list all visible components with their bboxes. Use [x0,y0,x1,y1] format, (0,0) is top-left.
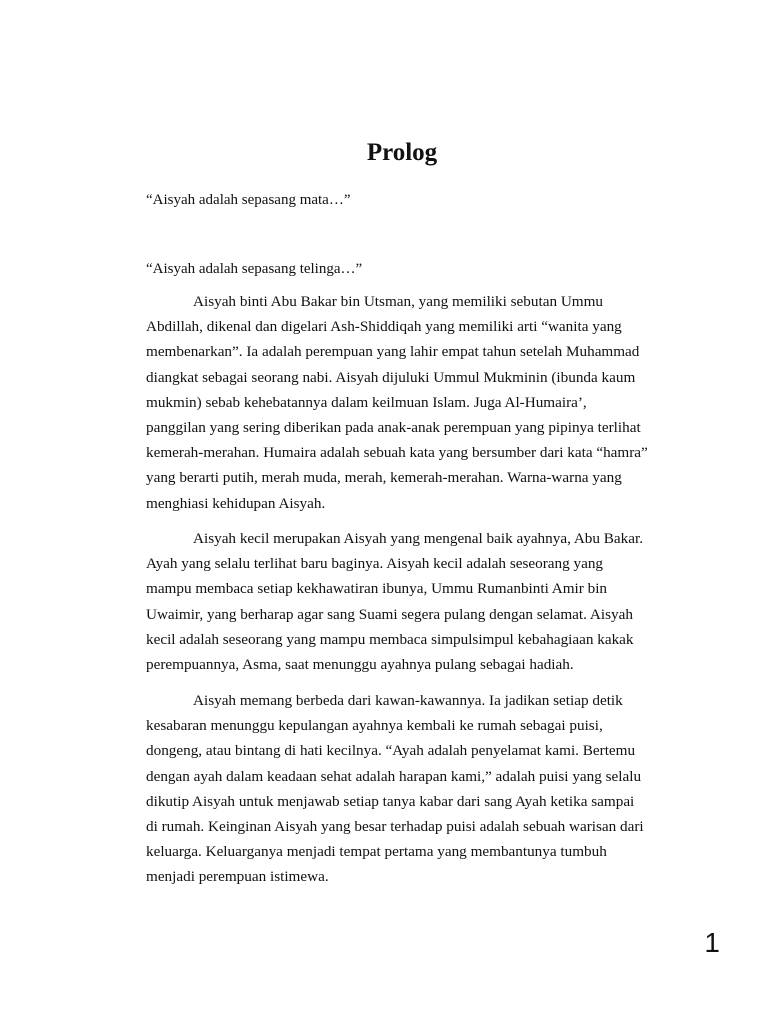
paragraph-aisyah-identity [146,289,666,516]
paragraph-line: dengan ayah dalam keadaan sehat adalah harapan kami,” adalah puisi yang selalu [146,767,642,785]
opening-quote-eyes: “Aisyah adalah sepasang mata…” [146,192,351,208]
paragraph-line: Ayah yang selalu terlihat baru baginya. Aisyah kecil adalah seseorang yang [146,555,604,573]
paragraph-line: membenarkan”. Ia adalah perempuan yang lahir empat tahun setelah Muhammad [146,343,640,361]
paragraph-line: kemerah-merahan. Humaira adalah sebuah kata yang bersumber dari kata “hamra” [146,444,648,462]
paragraph-line: Aisyah binti Abu Bakar bin Utsman, yang memiliki sebutan Ummu [193,293,604,310]
paragraph-line: Abdillah, dikenal dan digelari Ash-Shiddiqah yang memiliki arti “wanita yang [146,318,622,336]
paragraph-line: mukmin) sebab kehebatannya dalam keilmuan Islam. Juga Al-Humaira’, [146,393,587,411]
paragraph-line: di rumah. Keinginan Aisyah yang besar terhadap puisi adalah sebuah warisan dari [146,817,644,835]
paragraph-line: menghiasi kehidupan Aisyah. [146,494,326,512]
paragraph-line: panggilan yang sering diberikan pada anak-anak perempuan yang pipinya terlihat [146,418,641,436]
paragraph-line: dongeng, atau bintang di hati kecilnya. “Ayah adalah penyelamat kami. Bertemu [146,742,636,760]
page-title: Prolog [366,139,438,166]
paragraph-line: Uwaimir, yang berharap agar sang Suami segera pulang dengan selamat. Aisyah [146,605,633,623]
paragraph-line: yang berarti putih, merah muda, merah, kemerah-merahan. Warna-warna yang [146,469,622,487]
paragraph-line: keluarga. Keluarganya menjadi tempat pertama yang membantunya tumbuh [146,843,607,861]
opening-quote-ears: “Aisyah adalah sepasang telinga…” [146,261,363,277]
page-number: 1 [704,927,720,958]
paragraph-line: kesabaran menunggu kepulangan ayahnya kembali ke rumah sebagai puisi, [146,717,603,735]
paragraph-line: mampu membaca setiap kekhawatiran ibunya, Ummu Rumanbinti Amir bin [146,580,608,598]
paragraph-line: Aisyah memang berbeda dari kawan-kawannya. Ia jadikan setiap detik [193,692,623,709]
paragraph-line: kecil adalah seseorang yang mampu membaca simpulsimpul kebahagiaan kakak [146,630,634,648]
paragraph-line: diangkat sebagai seorang nabi. Aisyah dijuluki Ummul Mukminin (ibunda kaum [146,368,636,386]
paragraph-poetry-heritage [146,688,666,890]
paragraph-line: Aisyah kecil merupakan Aisyah yang mengenal baik ayahnya, Abu Bakar. [193,530,644,547]
paragraph-line: perempuannya, Asma, saat menunggu ayahnya pulang sebagai hadiah. [146,655,574,673]
paragraph-line: dikutip Aisyah untuk menjawab setiap tanya kabar dari sang Ayah ketika sampai [146,792,635,810]
paragraph-line: menjadi perempuan istimewa. [146,868,329,886]
paragraph-young-aisyah [146,526,666,677]
